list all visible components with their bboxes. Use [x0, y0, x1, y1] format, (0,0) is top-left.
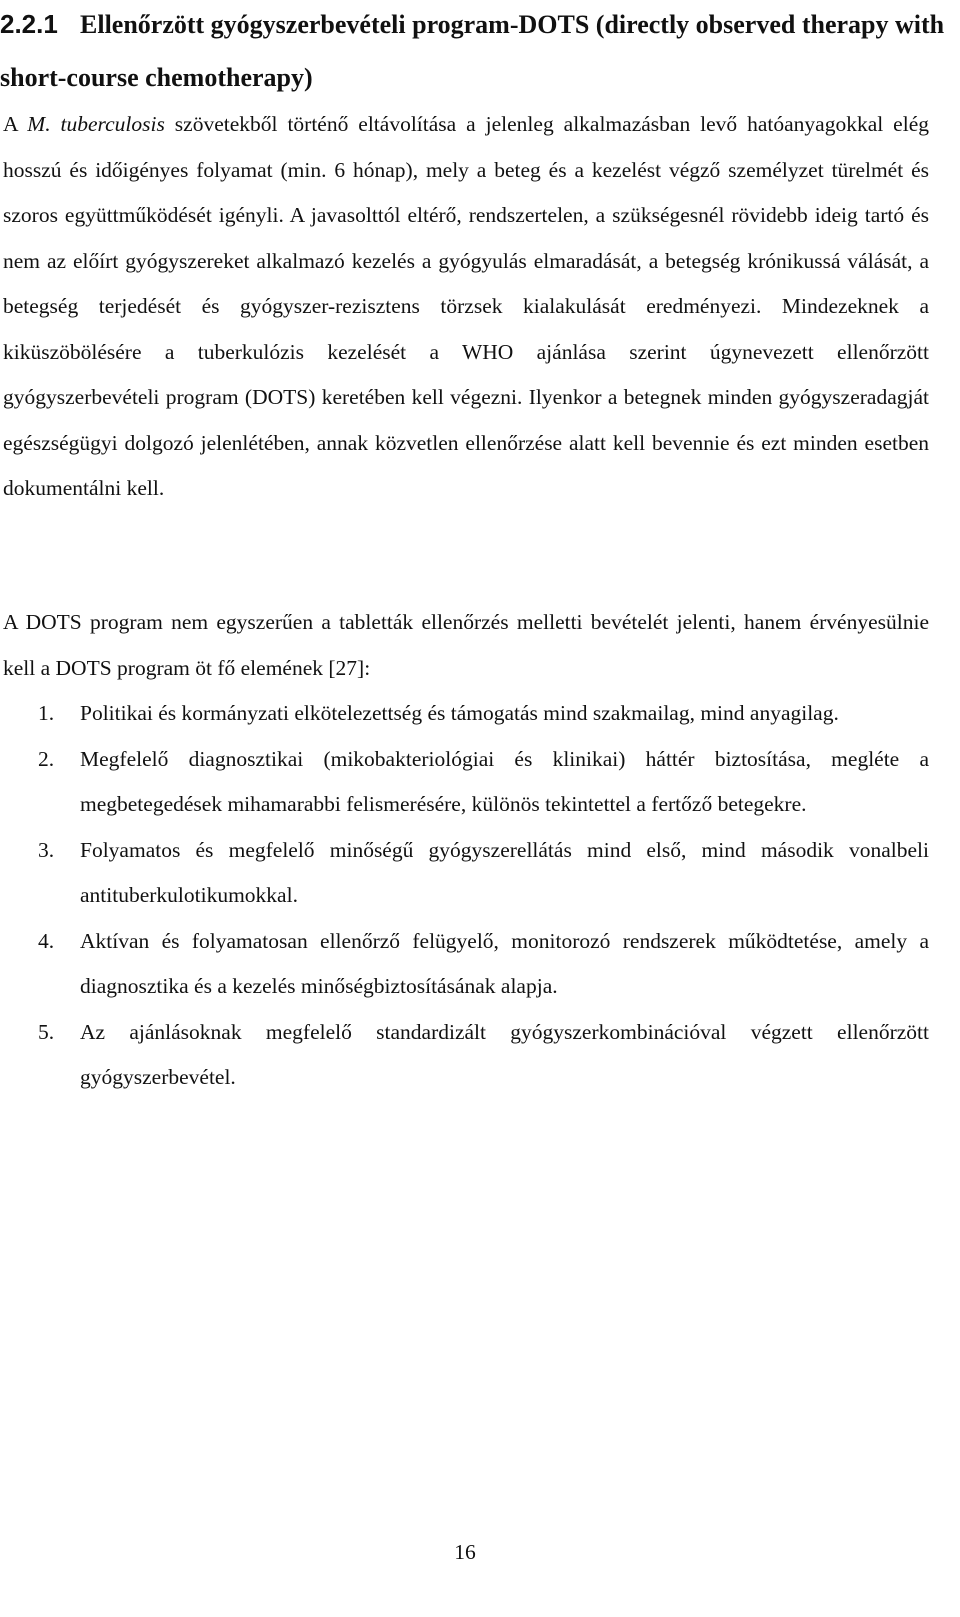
- list-item: [38, 828, 929, 919]
- list-item-text: Aktívan és folyamatosan ellenőrző felügyelő, monitorozó rendszerek működtetése, amely a diagnosztika és a kezelés minőségbiztosításának alapja.: [80, 928, 929, 998]
- paragraph-rest: szövetekből történő eltávolítása a jelenleg alkalmazásban levő hatóanyagokkal elég hosszú és időigényes folyamat (min. 6 hónap), mely a beteg és a kezelést végző személyzet türelmét és szoros együttműködését igényli. A javasolttól eltérő, rendszertelen, a szükségesnél rövidebb ideig tartó és nem az előírt gyógyszereket alkalmazó kezelés a gyógyulás elmaradását, a betegség krónikussá válását, a betegség terjedését és gyógyszer-rezisztens törzsek kialakulását eredményezi. Mindezeknek a kiküszöbölésére a tuberkulózis kezelését a WHO ajánlása szerint úgynevezett ellenőrzött gyógyszerbevételi program (DOTS) keretében kell végezni. Ilyenkor a betegnek minden gyógyszeradagját egészségügyi dolgozó jelenlétében, annak közvetlen ellenőrzése alatt kell bevennie és ezt minden esetben dokumentálni kell.: [3, 112, 929, 500]
- paragraph-dots-elements-intro: A DOTS program nem egyszerűen a tabletták ellenőrzés melletti bevételét jelenti, hanem érvényesülnie kell a DOTS program öt fő elemének [27]:: [3, 610, 929, 680]
- page-number: 16: [454, 1540, 476, 1564]
- paragraph-dots-intro: [3, 102, 929, 512]
- list-item-number: 1.: [38, 701, 55, 725]
- list-item: [38, 1010, 929, 1101]
- section-heading: [0, 0, 950, 104]
- list-item: [38, 691, 929, 737]
- list-item-number: 5.: [38, 1019, 55, 1044]
- section-number: 2.2.1: [0, 9, 58, 39]
- list-item-number: 2.: [38, 746, 55, 771]
- list-item-text: Politikai és kormányzati elkötelezettség és támogatás mind szakmailag, mind anyagilag.: [80, 701, 839, 725]
- list-item: [38, 919, 929, 1010]
- list-item-text: Megfelelő diagnosztikai (mikobakteriológiai és klinikai) háttér biztosítása, megléte a megbetegedések mihamarabbi felismerésére, különös tekintettel a fertőző betegekre.: [80, 746, 929, 816]
- list-item-number: 3.: [38, 837, 55, 862]
- section-title: Ellenőrzött gyógyszerbevételi program-DOTS (directly observed therapy with short-course chemotherapy): [0, 10, 945, 92]
- species-name: M. tuberculosis: [27, 112, 165, 136]
- list-item-text: Folyamatos és megfelelő minőségű gyógyszerellátás mind első, mind második vonalbeli antituberkulotikumokkal.: [80, 837, 929, 907]
- list-item-number: 4.: [38, 928, 55, 953]
- list-item: [38, 737, 929, 828]
- list-item-text: Az ajánlásoknak megfelelő standardizált gyógyszerkombinációval végzett ellenőrzött gyógyszerbevétel.: [80, 1019, 929, 1089]
- paragraph-lead: A: [3, 112, 28, 136]
- dots-elements-list: [38, 691, 929, 1101]
